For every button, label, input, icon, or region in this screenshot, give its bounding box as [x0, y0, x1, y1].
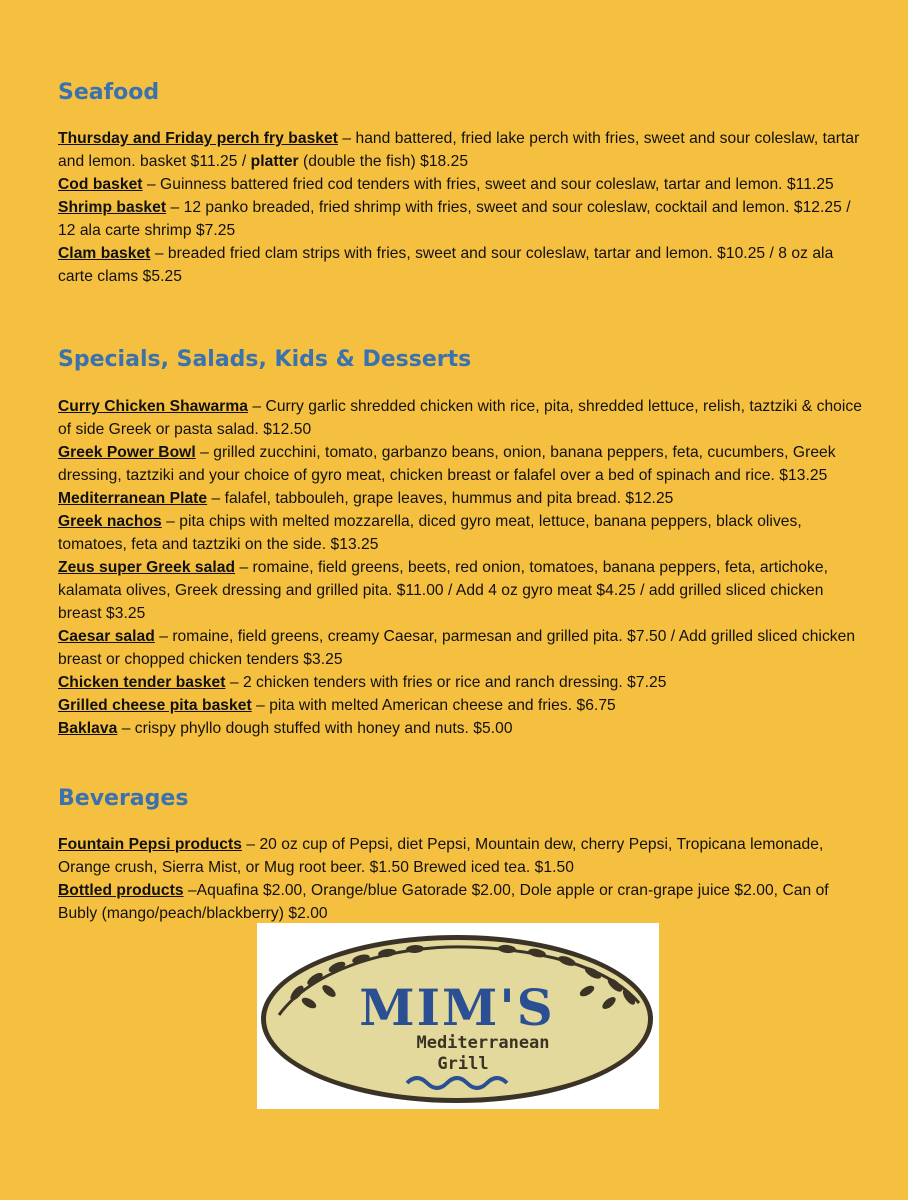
menu-item-name: Curry Chicken Shawarma: [58, 398, 249, 415]
menu-item: [58, 487, 866, 510]
menu-item: [58, 717, 866, 740]
menu-item-desc: – grilled zucchini, tomato, garbanzo beans, onion, banana peppers, feta, cucumbers, Greek dressing, taztziki and your choice of gyro meat, chicken breast or falafel over a bed of spinach and rice. $13.25: [58, 444, 836, 484]
menu-item-name: Greek Power Bowl: [58, 444, 196, 461]
beverages-items: [58, 833, 866, 925]
section-title-seafood: Seafood: [58, 80, 160, 105]
menu-item-desc: – Guinness battered fried cod tenders with fries, sweet and sour coleslaw, tartar and lemon. $11.25: [142, 176, 834, 193]
logo-brand: MIM'S: [359, 978, 555, 1037]
menu-item-desc: – 12 panko breaded, fried shrimp with fries, sweet and sour coleslaw, cocktail and lemon. $12.25 / 12 ala carte shrimp $7.25: [58, 199, 851, 239]
section-title-beverages: Beverages: [58, 786, 189, 811]
menu-item-name: Clam basket: [58, 245, 151, 262]
menu-item: [58, 694, 866, 717]
menu-item: [58, 242, 866, 288]
menu-item-desc: – falafel, tabbouleh, grape leaves, hummus and pita bread. $12.25: [207, 490, 674, 507]
seafood-items: [58, 127, 866, 288]
menu-item-name: Bottled products: [58, 882, 184, 899]
menu-item: [58, 441, 866, 487]
menu-item: [58, 173, 866, 196]
menu-item-desc: – crispy phyllo dough stuffed with honey and nuts. $5.00: [117, 720, 513, 737]
menu-item-desc: –Aquafina $2.00, Orange/blue Gatorade $2.00, Dole apple or cran-grape juice $2.00, Can of Bubly (mango/peach/blackberry) $2.00: [58, 882, 829, 922]
menu-item: [58, 556, 866, 625]
menu-item-name: Caesar salad: [58, 628, 155, 645]
menu-item-name: Baklava: [58, 720, 118, 737]
menu-item-name: Chicken tender basket: [58, 674, 226, 691]
menu-item: [58, 625, 866, 671]
menu-item: [58, 196, 866, 242]
menu-item: [58, 395, 866, 441]
specials-items: [58, 395, 866, 740]
menu-item-name: Grilled cheese pita basket: [58, 697, 252, 714]
menu-item: [58, 879, 866, 925]
logo-line2: Grill: [437, 1054, 489, 1074]
menu-item-name: Shrimp basket: [58, 199, 167, 216]
menu-item-desc: – romaine, field greens, beets, red onion, tomatoes, banana peppers, feta, artichoke, kalamata olives, Greek dressing and grilled pita. $11.00 / Add 4 oz gyro meat $4.25 / add grilled sliced chicken breast $3.25: [58, 559, 828, 622]
menu-item-desc: – breaded fried clam strips with fries, sweet and sour coleslaw, tartar and lemon. $10.25 / 8 oz ala carte clams $5.25: [58, 245, 834, 285]
menu-item-option: platter: [250, 153, 299, 170]
menu-item-name: Thursday and Friday perch fry basket: [58, 130, 338, 147]
menu-item-name: Fountain Pepsi products: [58, 836, 242, 853]
restaurant-logo: [257, 923, 659, 1109]
menu-item: [58, 671, 866, 694]
menu-item-name: Mediterranean Plate: [58, 490, 208, 507]
logo-line1: Mediterranean: [416, 1033, 550, 1053]
menu-item-desc: – 20 oz cup of Pepsi, diet Pepsi, Mountain dew, cherry Pepsi, Tropicana lemonade, Orange crush, Sierra Mist, or Mug root beer. $1.50 Brewed iced tea. $1.50: [58, 836, 824, 876]
logo-graphic: [257, 923, 659, 1109]
menu-item-desc: – pita with melted American cheese and fries. $6.75: [251, 697, 616, 714]
menu-item: [58, 127, 866, 173]
menu-item-name: Greek nachos: [58, 513, 162, 530]
section-title-specials: Specials, Salads, Kids & Desserts: [58, 347, 472, 372]
menu-item-name: Zeus super Greek salad: [58, 559, 236, 576]
menu-item-name: Cod basket: [58, 176, 143, 193]
menu-item: [58, 510, 866, 556]
menu-item-desc: (double the fish) $18.25: [298, 153, 469, 170]
menu-item-desc: – hand battered, fried lake perch with fries, sweet and sour coleslaw, tartar and lemon. basket $11.25 /: [58, 130, 860, 170]
menu-item-desc: – Curry garlic shredded chicken with rice, pita, shredded lettuce, relish, taztziki & choice of side Greek or pasta salad. $12.50: [58, 398, 862, 438]
menu-item-desc: – 2 chicken tenders with fries or rice and ranch dressing. $7.25: [225, 674, 667, 691]
menu-item: [58, 833, 866, 879]
menu-item-desc: – pita chips with melted mozzarella, diced gyro meat, lettuce, banana peppers, black olives, tomatoes, feta and taztziki on the side. $13.25: [58, 513, 802, 553]
menu-item-desc: – romaine, field greens, creamy Caesar, parmesan and grilled pita. $7.50 / Add grilled sliced chicken breast or chopped chicken tenders $3.25: [58, 628, 856, 668]
